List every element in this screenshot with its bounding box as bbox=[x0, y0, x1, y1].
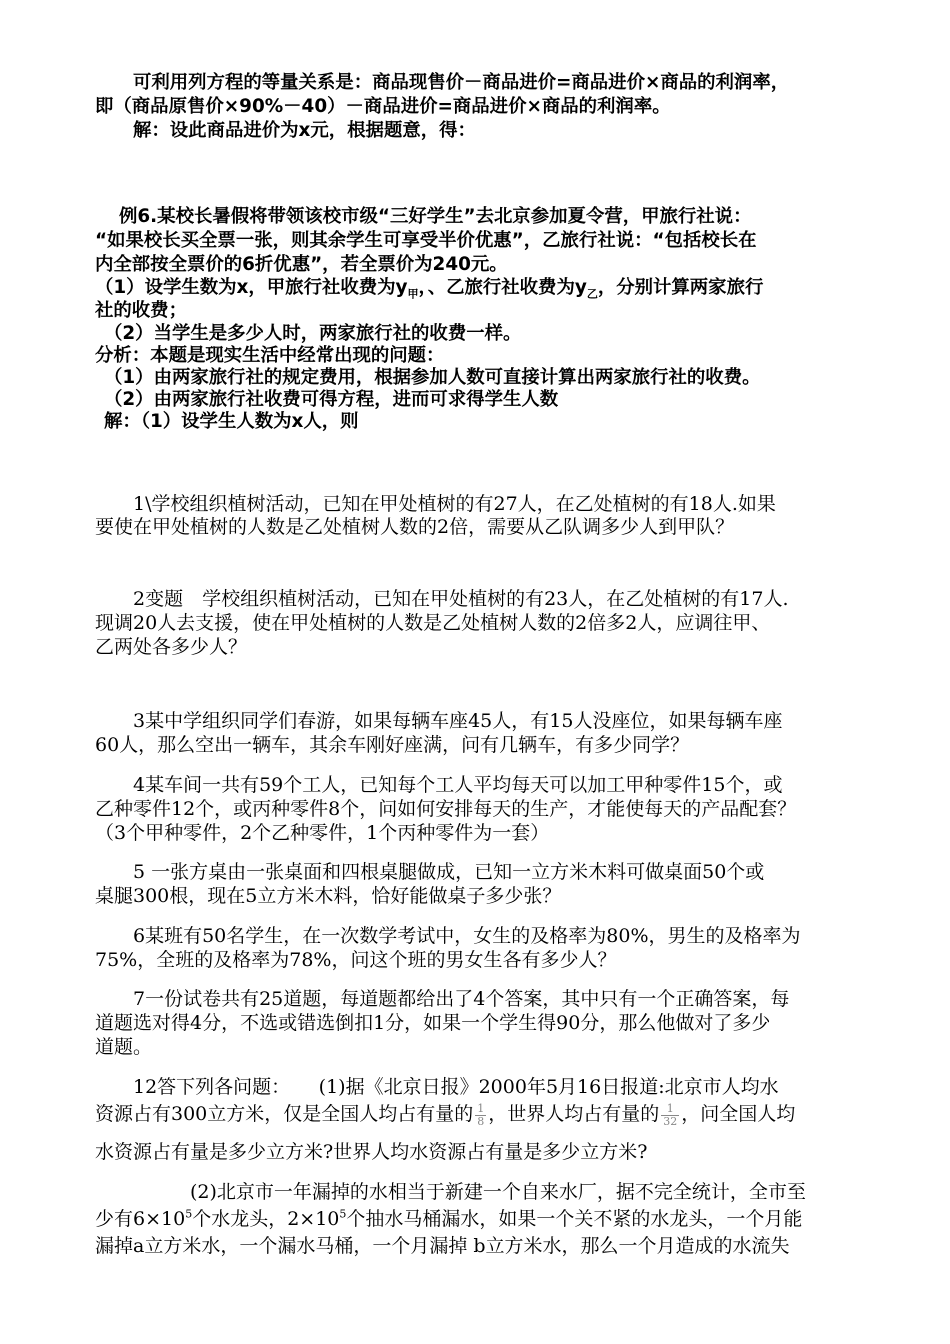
example6-question-2: （2）当学生是多少人时，两家旅行社的收费一样。 bbox=[104, 323, 522, 344]
problem-3-line-1: 3某中学组织同学们春游，如果每辆车座45人，有15人没座位，如果每辆车座 bbox=[133, 710, 783, 732]
problem-6-line-1: 6某班有50名学生，在一次数学考试中，女生的及格率为80%，男生的及格率为 bbox=[133, 925, 801, 947]
problem-12-line-6: 漏掉a立方米水，一个漏水马桶，一个月漏掉 b立方米水，那么一个月造成的水流失 bbox=[95, 1235, 790, 1257]
exponent-1: 5 bbox=[185, 1207, 193, 1221]
problem-7-line-1: 7一份试卷共有25道题，每道题都给出了4个答案，其中只有一个正确答案，每 bbox=[133, 988, 790, 1010]
fraction-one-eighth: $\frac{1}{8}$ bbox=[477, 1101, 485, 1128]
example6-analysis-1: （1）由两家旅行社的规定费用，根据参加人数可直接计算出两家旅行社的收费。 bbox=[104, 367, 761, 388]
example6-question-1: （1）设学生数为x，甲旅行社收费为$y_甲$，、乙旅行社收费为$y_乙$，分别计算两家旅行 bbox=[95, 277, 764, 301]
problem-4-line-2: 乙种零件12个，或丙种零件8个，问如何安排每天的生产，才能使每天的产品配套？ bbox=[95, 798, 797, 820]
problem-7-line-3: 道题。 bbox=[95, 1036, 153, 1058]
example6-solution: 解：（1）设学生人数为x人，则 bbox=[104, 411, 359, 432]
problem-12-line-1: 12答下列各问题： (1)据《北京日报》2000年5月16日报道:北京市人均水 bbox=[133, 1076, 779, 1098]
problem-5-line-1: 5 一张方桌由一张桌面和四根桌腿做成，已知一立方米木料可做桌面50个或 bbox=[133, 861, 765, 883]
example6-question-1-cont: 社的收费； bbox=[95, 300, 187, 321]
example6-analysis: 分析：本题是现实生活中经常出现的问题： bbox=[95, 345, 445, 366]
fraction-one-thirty-second: $\frac{1}{32}$ bbox=[663, 1101, 678, 1128]
problem-4-line-3: （3个甲种零件，2个乙种零件，1个丙种零件为一套） bbox=[95, 822, 550, 844]
problem-7-line-2: 道题选对得4分，不选或错选倒扣1分，如果一个学生得90分，那么他做对了多少 bbox=[95, 1012, 771, 1034]
exponent-2: 5 bbox=[339, 1207, 347, 1221]
problem-1-line-2: 要使在甲处植树的人数是乙处植树人数的2倍，需要从乙队调多少人到甲队？ bbox=[95, 516, 735, 538]
problem-12-line-2: 资源占有300立方米，仅是全国人均占有量的 $\frac{1}{8}$ ，世界人均占有量的 $\frac{1}{32}$ ，问全国人均 bbox=[95, 1101, 796, 1128]
problem-12-line-5: 少有$6\times 10^5$个水龙头，$2\times 10^5$个抽水马桶漏水，如果一个关不紧的水龙头，一个月能 bbox=[95, 1207, 803, 1230]
example6-line-3: 内全部按全票价的6折优惠”，若全票价为240元。 bbox=[95, 254, 508, 275]
problem-5-line-2: 桌腿300根，现在5立方米木料，恰好能做桌子多少张？ bbox=[95, 885, 562, 907]
subscript-yi: 乙 bbox=[586, 287, 598, 301]
problem-12-line-3: 水资源占有量是多少立方米?世界人均水资源占有量是多少立方米? bbox=[95, 1141, 648, 1163]
problem-6-line-2: 75%，全班的及格率为78%，问这个班的男女生各有多少人？ bbox=[95, 949, 617, 971]
example6-line-1: 例6.某校长暑假将带领该校市级“三好学生”去北京参加夏令营，甲旅行社说： bbox=[119, 206, 752, 227]
example6-line-2: “如果校长买全票一张，则其余学生可享受半价优惠”，乙旅行社说：“包括校长在 bbox=[95, 230, 757, 251]
intro-line-1: 可利用列方程的等量关系是：商品现售价－商品进价=商品进价×商品的利润率， bbox=[133, 72, 790, 93]
problem-12-line-4: (2)北京市一年漏掉的水相当于新建一个自来水厂，据不完全统计，全市至 bbox=[190, 1181, 806, 1203]
problem-2-line-3: 乙两处各多少人？ bbox=[95, 636, 248, 658]
problem-3-line-2: 60人，那么空出一辆车，其余车刚好座满，问有几辆车，有多少同学？ bbox=[95, 734, 690, 756]
problem-1-line-1: 1\学校组织植树活动，已知在甲处植树的有27人，在乙处植树的有18人.如果 bbox=[133, 493, 776, 515]
example6-analysis-2: （2）由两家旅行社收费可得方程，进而可求得学生人数 bbox=[104, 389, 559, 410]
subscript-jia: 甲 bbox=[407, 287, 419, 301]
intro-line-3: 解：设此商品进价为x元，根据题意，得： bbox=[133, 120, 476, 141]
problem-2-line-1: 2变题 学校组织植树活动，已知在甲处植树的有23人，在乙处植树的有17人. bbox=[133, 588, 789, 610]
problem-4-line-1: 4某车间一共有59个工人，已知每个工人平均每天可以加工甲种零件15个，或 bbox=[133, 774, 783, 796]
intro-line-2: 即（商品原售价×90%－40）－商品进价=商品进价×商品的利润率。 bbox=[95, 96, 671, 117]
problem-2-line-2: 现调20人去支援，使在甲处植树的人数是乙处植树人数的2倍多2人，应调往甲、 bbox=[95, 612, 771, 634]
